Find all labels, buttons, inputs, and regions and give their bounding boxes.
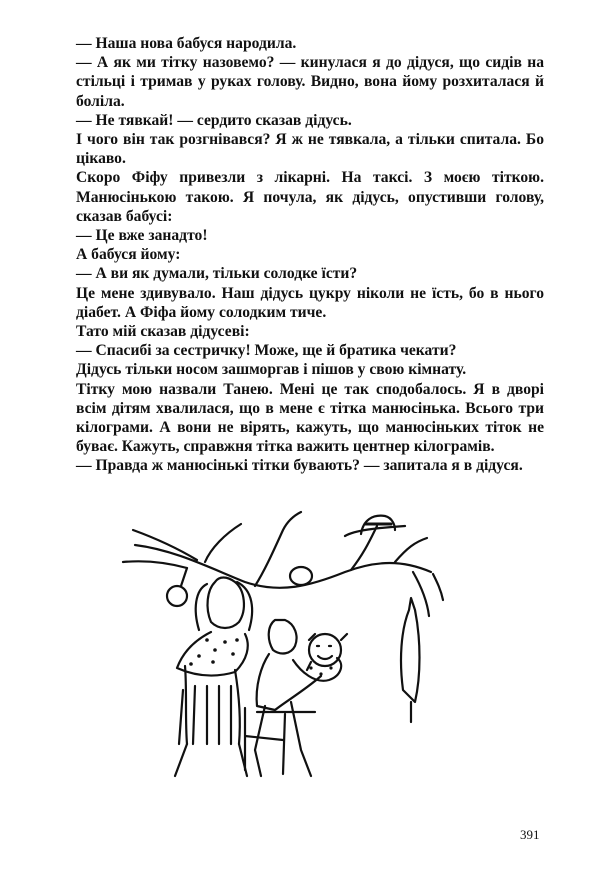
paragraph: Дідусь тільки носом зашморгав і пішов у свою кімнату.: [76, 361, 467, 379]
page-number: 391: [520, 827, 540, 842]
tree-branch: [255, 512, 301, 586]
apple-icon: [167, 586, 187, 606]
paragraph: — А як ми тітку назовемо? — кинулася я до дідуся, що сидів на стільці і тримав у руках голову. Видно, вона йому розхиталася й боліла.: [76, 54, 544, 110]
umbrella-icon: [401, 598, 420, 702]
baby-figure: [309, 634, 341, 666]
ring-icon: [290, 567, 312, 585]
paragraph: І чого він так розгнівався? Я ж не тявкала, а тільки спитала. Бо цікаво.: [76, 131, 544, 168]
paragraph: — Не тявкай! — сердито сказав дідусь.: [76, 111, 352, 129]
tree-branch: [395, 538, 427, 562]
hat-icon: [345, 516, 405, 536]
paragraph: — А ви як думали, тільки солодке їсти?: [76, 265, 358, 283]
grandfather-figure: [269, 620, 297, 653]
paragraph: А бабуся йому:: [76, 246, 181, 264]
paragraph: — Спасибі за сестричку! Може, ще й братика чекати?: [76, 342, 457, 360]
story-text: [76, 34, 544, 476]
paragraph: — Це вже занадто!: [76, 227, 208, 245]
mother-figure: [208, 578, 244, 629]
paragraph: — Наша нова бабуся народила.: [76, 35, 297, 52]
paragraph: Тато мій сказав дідусеві:: [76, 323, 250, 341]
tree-branch: [133, 530, 197, 560]
tree-branch: [205, 524, 241, 562]
paragraph: Тітку мою назвали Танею. Мені це так сподобалось. Я в дворі всім дітям хвалилася, що в мене є тітка манюсінька. Всього три кілограми. А вони не вірять, кажуть, що манюсіньких тіток не буває. Кажуть, справжня тітка важить центнер кілограмів.: [76, 380, 544, 456]
tree-branch: [433, 574, 443, 600]
paragraph: Скоро Фіфу привезли з лікарні. На таксі. З моєю тіткою. Манюсінькою такою. Я почула, як дідусь, опустивши голову, сказав бабусі:: [76, 169, 544, 225]
paragraph: — Правда ж манюсінькі тітки бувають? — запитала я в дідуся.: [76, 457, 523, 475]
family-tree-illustration: [115, 490, 445, 780]
paragraph: Це мене здивувало. Наш дідусь цукру ніколи не їсть, бо в нього діабет. А Фіфа йому солодким тиче.: [76, 284, 544, 321]
tree-branch: [123, 561, 187, 568]
chair: [245, 708, 285, 774]
